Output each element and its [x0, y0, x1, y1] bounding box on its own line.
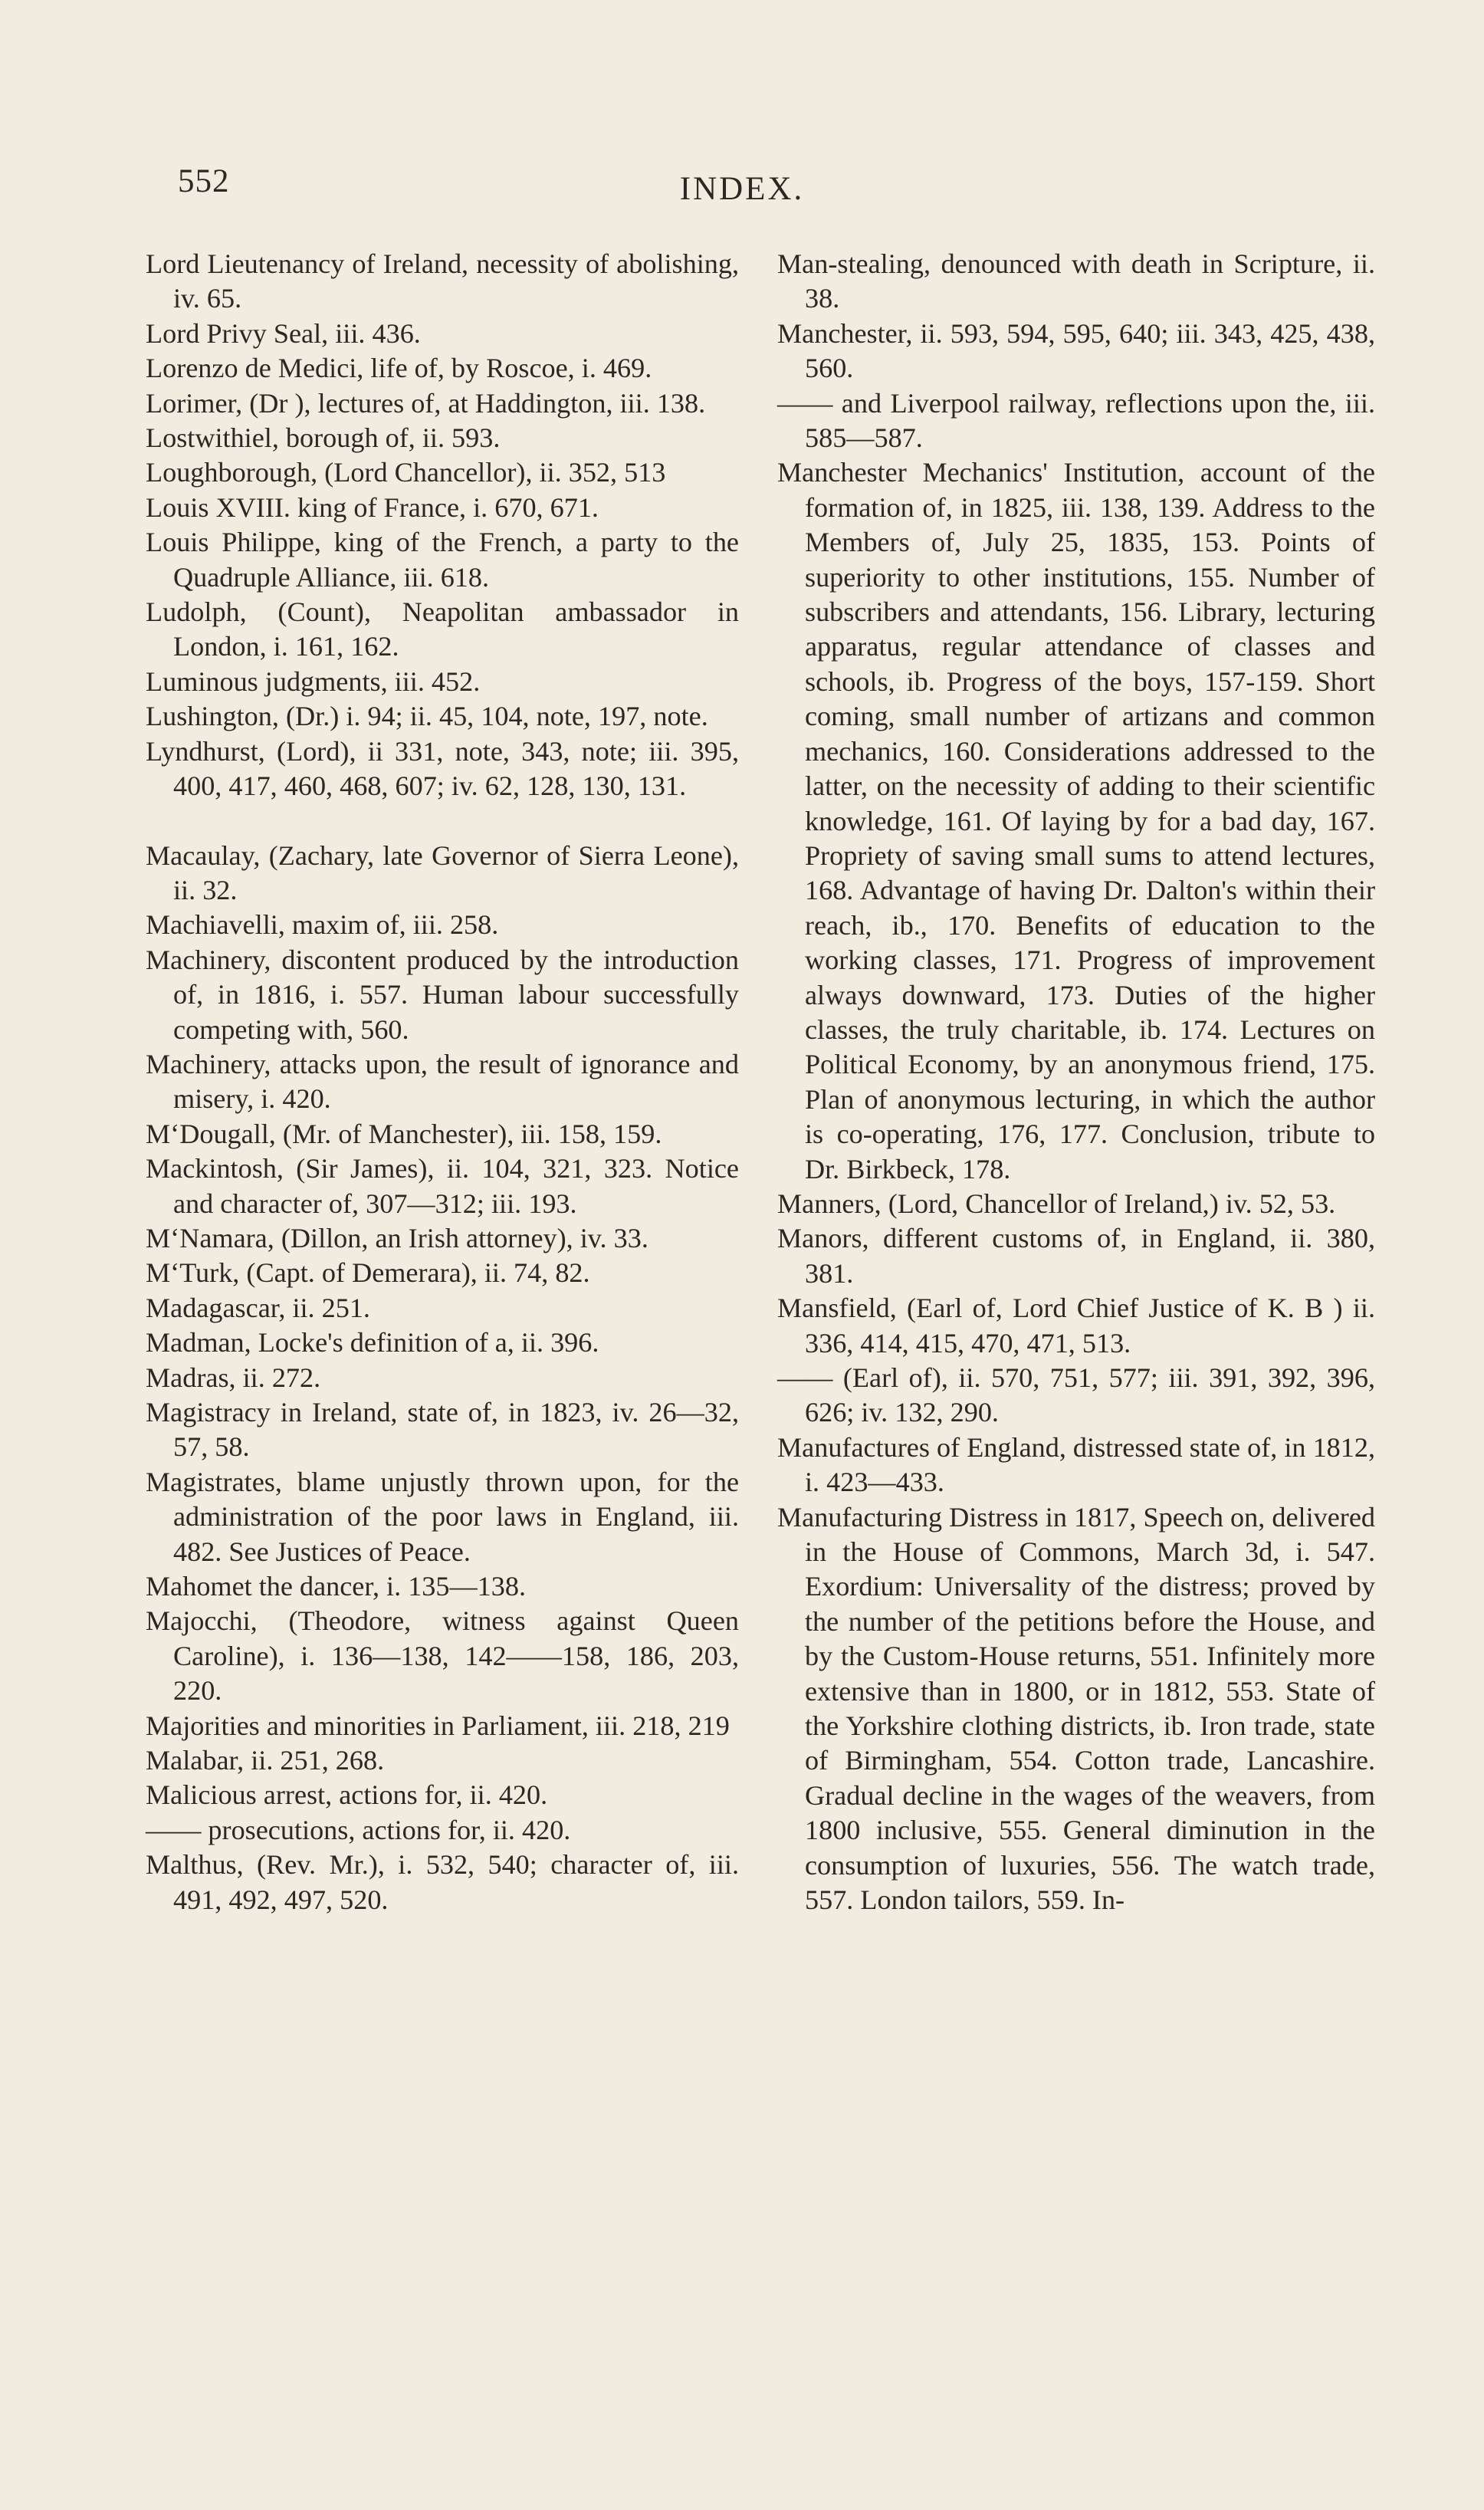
index-entry: Luminous judgments, iii. 452. — [146, 665, 481, 697]
index-entry: Macaulay, (Zachary, late Governor of Sierra Leone), ii. 32. — [146, 839, 739, 905]
index-entry: Malthus, (Rev. Mr.), i. 532, 540; character of, iii. 491, 492, 497, 520. — [146, 1849, 739, 1915]
index-entry: Madagascar, ii. 251. — [146, 1292, 370, 1323]
index-entry: Manors, different customs of, in England, ii. 380, 381. — [777, 1223, 1375, 1289]
index-entry: Majorities and minorities in Parliament, iii. 218, 219 — [146, 1710, 730, 1741]
index-entry: Mackintosh, (Sir James), ii. 104, 321, 323. Notice and character of, 307—312; iii. 193. — [146, 1153, 739, 1219]
index-entry: Manchester Mechanics' Institution, account of the formation of, in 1825, iii. 138, 139. Address to the Members of, July 25, 1835, 153. Points of superiority to other institutions, 155. Number of subscribers and attendants, 156. Library, lecturing apparatus, regular attendance of classes and schools, ib. Progress of the boys, 157-159. Short coming, small number of artizans and common mechanics, 160. Considerations addressed to the latter, on the necessity of adding to their scientific knowledge, 161. Of laying by for a bad day, 167. Propriety of saving small sums to attend lectures, 168. Advantage of having Dr. Dalton's within their reach, ib., 170. Benefits of education to the working classes, 171. Progress of improvement always downward, 173. Duties of the higher classes, the truly charitable, ib. 174. Lectures on Political Economy, by an anonymous friend, 175. Plan of anonymous lecturing, in which the author is co-operating, 176, 177. Conclusion, tribute to Dr. Birkbeck, 178. — [777, 457, 1375, 1184]
index-entry: Mahomet the dancer, i. 135—138. — [146, 1571, 527, 1602]
index-entry: Lushington, (Dr.) i. 94; ii. 45, 104, note, 197, note. — [146, 701, 708, 732]
entry-group-gap — [146, 804, 739, 839]
index-entry: M‘Dougall, (Mr. of Manchester), iii. 158, 159. — [146, 1118, 662, 1149]
index-entry: Majocchi, (Theodore, witness against Queen Caroline), i. 136—138, 142——158, 186, 203, 220. — [146, 1605, 739, 1707]
page-number: 552 — [178, 163, 230, 199]
index-entry: Manufactures of England, distressed state of, in 1812, i. 423—433. — [777, 1431, 1375, 1498]
index-entry: Lostwithiel, borough of, ii. 593. — [146, 422, 501, 454]
index-entry: Man-stealing, denounced with death in Scripture, ii. 38. — [777, 248, 1375, 314]
left-column — [146, 247, 739, 1917]
index-entry: —— and Liverpool railway, reflections upon the, iii. 585—587. — [777, 387, 1375, 454]
index-entry: Malicious arrest, actions for, ii. 420. — [146, 1779, 548, 1811]
index-entry: Lyndhurst, (Lord), ii 331, note, 343, note; iii. 395, 400, 417, 460, 468, 607; iv. 62, 128, 130, 131. — [146, 735, 739, 802]
running-head: INDEX. — [679, 171, 805, 207]
index-entry: Manufacturing Distress in 1817, Speech on, delivered in the House of Commons, March 3d, i. 547. Exordium: Universality of the distress; proved by the number of the petitions before the House, and by the Custom-House returns, 551. Infinitely more extensive than in 1800, or in 1812, 553. State of the Yorkshire clothing districts, ib. Iron trade, state of Birmingham, 554. Cotton trade, Lancashire. Gradual decline in the wages of the weavers, from 1800 inclusive, 555. General diminution in the consumption of luxuries, 556. The watch trade, 557. London tailors, 559. In- — [777, 1501, 1375, 1916]
index-entry: Machinery, attacks upon, the result of ignorance and misery, i. 420. — [146, 1048, 739, 1115]
index-entry: Malabar, ii. 251, 268. — [146, 1745, 385, 1776]
index-entry: Lord Lieutenancy of Ireland, necessity of abolishing, iv. 65. — [146, 248, 739, 314]
index-entry: Lorenzo de Medici, life of, by Roscoe, i. 469. — [146, 353, 652, 384]
index-entry: —— prosecutions, actions for, ii. 420. — [146, 1814, 571, 1845]
index-entry: Ludolph, (Count), Neapolitan ambassador in London, i. 161, 162. — [146, 596, 739, 662]
index-entry: Mansfield, (Earl of, Lord Chief Justice of K. B ) ii. 336, 414, 415, 470, 471, 513. — [777, 1293, 1375, 1358]
index-entry: Madman, Locke's definition of a, ii. 396. — [146, 1327, 599, 1358]
index-entry: Manners, (Lord, Chancellor of Ireland,) iv. 52, 53. — [777, 1188, 1336, 1219]
index-entry: M‘Namara, (Dillon, an Irish attorney), iv. 33. — [146, 1222, 648, 1253]
index-entry: Lord Privy Seal, iii. 436. — [146, 317, 421, 349]
index-entry: Machinery, discontent produced by the introduction of, in 1816, i. 557. Human labour successfully competing with, 560. — [146, 944, 739, 1045]
index-entry: Machiavelli, maxim of, iii. 258. — [146, 909, 499, 941]
index-entry: M‘Turk, (Capt. of Demerara), ii. 74, 82. — [146, 1257, 590, 1289]
index-entry: Loughborough, (Lord Chancellor), ii. 352, 513 — [146, 457, 666, 488]
index-entry: Louis Philippe, king of the French, a party to the Quadruple Alliance, iii. 618. — [146, 527, 739, 593]
index-entry: Lorimer, (Dr ), lectures of, at Haddington, iii. 138. — [146, 387, 706, 419]
index-entry: Louis XVIII. king of France, i. 670, 671. — [146, 491, 599, 523]
index-entry: Manchester, ii. 593, 594, 595, 640; iii. 343, 425, 438, 560. — [777, 317, 1375, 384]
index-entry: —— (Earl of), ii. 570, 751, 577; iii. 391, 392, 396, 626; iv. 132, 290. — [777, 1362, 1375, 1428]
index-entry: Magistracy in Ireland, state of, in 1823, iv. 26—32, 57, 58. — [146, 1397, 739, 1463]
index-entry: Madras, ii. 272. — [146, 1362, 321, 1393]
index-entry: Magistrates, blame unjustly thrown upon, for the administration of the poor laws in England, iii. 482. See Justices of Peace. — [146, 1466, 739, 1567]
right-column — [777, 247, 1375, 1918]
